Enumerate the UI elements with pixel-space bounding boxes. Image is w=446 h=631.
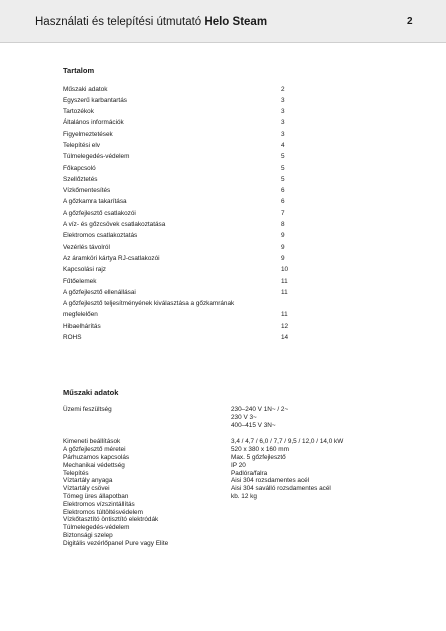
toc-entry-page: 12 (281, 322, 289, 330)
toc-entry-label: Vízkőmentesítés (63, 187, 111, 195)
toc-entry-label: Szellőztetés (63, 175, 98, 183)
toc-entry-page: 3 (281, 130, 285, 138)
toc-entry-label: Kapcsolási rajz (63, 266, 106, 274)
toc-entry-label: Az áramköri kártya RJ-csatlakozói (63, 254, 160, 262)
toc-entry-label: Általános információk (63, 119, 124, 127)
spec-value: 400–415 V 3N~ (231, 421, 276, 429)
toc-entry-page: 3 (281, 96, 285, 104)
spec-value: 230–240 V 1N~ / 2~ (231, 406, 289, 413)
spec-value: 230 V 3~ (231, 413, 257, 421)
toc-entry-page: 11 (281, 288, 288, 296)
spec-row (63, 540, 403, 548)
toc-entry[interactable] (63, 84, 303, 95)
toc-entry[interactable] (63, 242, 303, 253)
toc-entry[interactable] (63, 95, 303, 106)
toc-heading: Tartalom (63, 66, 95, 75)
toc-entry-label: Főkapcsoló (63, 164, 96, 172)
toc-entry-page: 11 (281, 277, 288, 285)
spec-row (63, 485, 403, 493)
toc-entry[interactable] (63, 117, 303, 128)
spec-row (63, 493, 403, 501)
spec-row (63, 509, 403, 517)
toc-entry[interactable] (63, 129, 303, 140)
spec-label: Víztartály anyaga (63, 477, 113, 485)
toc-entry[interactable] (63, 264, 303, 275)
toc-entry[interactable] (63, 287, 303, 298)
toc-entry[interactable] (63, 106, 303, 117)
toc-entry-page: 14 (281, 334, 289, 342)
toc-entry[interactable] (63, 219, 303, 230)
page-number: 2 (407, 16, 413, 27)
spec-label: Párhuzamos kapcsolás (63, 453, 130, 461)
spec-label: Vízkőtasztító öntisztító elektródák (63, 516, 159, 524)
toc-entry-label: Egyszerű karbantartás (63, 96, 127, 104)
spec-label: Túlmelegedés-védelem (63, 524, 130, 532)
spec-label: Üzemi feszültség (63, 406, 112, 413)
toc-entry-label: Műszaki adatok (63, 85, 108, 93)
table-of-contents (63, 84, 303, 344)
toc-entry-label: Telepítési elv (63, 141, 100, 149)
spec-row (63, 516, 403, 524)
spec-row (63, 406, 403, 414)
toc-entry-page: 6 (281, 187, 285, 195)
spec-label: Telepítés (63, 469, 89, 477)
spec-row (63, 462, 403, 470)
spec-value: 3,4 / 4,7 / 6,0 / 7,7 / 9,5 / 12,0 / 14,0 kW (231, 438, 344, 446)
toc-entry-page: 6 (281, 198, 285, 206)
spec-value: Aisi 304 saválló rozsdamentes acél (231, 485, 331, 493)
toc-entry-label: ROHS (63, 334, 82, 342)
toc-entry-label: Túlmelegedés-védelem (63, 153, 130, 161)
toc-entry-page: 9 (281, 243, 285, 251)
spec-row (63, 438, 403, 446)
toc-entry[interactable] (63, 196, 303, 207)
toc-entry-page: 10 (281, 266, 289, 274)
toc-entry-page: 8 (281, 221, 285, 229)
toc-entry-label: A gőzfejlesztő csatlakozói (63, 209, 136, 217)
spec-label: Elektromos vízszintállítás (63, 500, 135, 508)
toc-entry-label: A gőzfejlesztő ellenállásai (63, 288, 136, 296)
product-name: Helo Steam (204, 16, 268, 28)
toc-entry[interactable] (63, 185, 303, 196)
spec-value: Max. 5 gőzfejlesztő (231, 453, 286, 461)
toc-entry-page: 9 (281, 254, 285, 262)
toc-entry[interactable] (63, 321, 303, 332)
toc-entry-label: Figyelmeztetések (63, 130, 113, 138)
spec-label: Mechanikai védettség (63, 461, 125, 469)
toc-entry[interactable] (63, 208, 303, 219)
spec-row (63, 501, 403, 509)
spec-row (63, 422, 403, 430)
toc-entry-label: A gőzfejlesztő teljesítményének kiválasztása a gőzkamrának (63, 300, 235, 308)
toc-entry[interactable] (63, 332, 303, 343)
toc-entry-page: 5 (281, 164, 285, 172)
spec-label: Kimeneti beállítások (63, 438, 121, 446)
toc-entry[interactable] (63, 298, 303, 309)
spec-row (63, 414, 403, 422)
toc-entry-label: Fűtőelemek (63, 277, 97, 285)
toc-entry-label: Vezérlés távolról (63, 243, 110, 251)
toc-entry[interactable] (63, 276, 303, 287)
toc-entry-label: A gőzkamra takarítása (63, 198, 127, 206)
spec-label: Tömeg üres állapotban (63, 492, 129, 500)
toc-entry[interactable] (63, 253, 303, 264)
toc-entry[interactable] (63, 140, 303, 151)
spec-value: IP 20 (231, 461, 246, 469)
spec-row (63, 477, 403, 485)
spec-spacer (63, 429, 403, 438)
toc-entry-page: 5 (281, 175, 285, 183)
toc-entry-page: 5 (281, 153, 285, 161)
spec-value: Padlóra/falra (231, 469, 268, 477)
spec-row (63, 454, 403, 462)
spec-label: Elektromos túltöltésvédelem (63, 508, 143, 516)
spec-value: 520 x 380 x 160 mm (231, 446, 289, 454)
spec-label: Víztartály csövei (63, 485, 110, 493)
toc-entry-label: Tartozékok (63, 108, 94, 116)
specs-heading: Műszaki adatok (63, 388, 119, 397)
spec-value: kb. 12 kg (231, 492, 257, 500)
toc-entry-label: Elektromos csatlakoztatás (63, 232, 138, 240)
document-title (35, 16, 267, 28)
spec-row (63, 532, 403, 540)
toc-entry[interactable] (63, 163, 303, 174)
spec-value: Aisi 304 rozsdamentes acél (231, 477, 310, 485)
toc-entry-page: 4 (281, 141, 285, 149)
spec-label: Biztonsági szelep (63, 531, 113, 539)
spec-label: Digitális vezérlőpanel Pure vagy Elite (63, 539, 169, 547)
toc-entry[interactable] (63, 151, 303, 162)
specifications-table (63, 406, 403, 548)
spec-row (63, 524, 403, 532)
toc-entry-page: 3 (281, 108, 285, 116)
toc-entry[interactable] (63, 309, 303, 320)
toc-entry-label: A víz- és gőzcsövek csatlakoztatása (63, 221, 166, 229)
toc-entry-page: 3 (281, 119, 285, 127)
toc-entry-label: Hibaelhárítás (63, 322, 101, 330)
toc-entry-label: megfelelően (63, 311, 98, 319)
toc-entry-page: 2 (281, 85, 285, 93)
document-title-prefix: Használati és telepítési útmutató (35, 16, 202, 28)
spec-label: A gőzfejlesztő méretei (63, 446, 126, 454)
toc-entry[interactable] (63, 174, 303, 185)
spec-row (63, 470, 403, 478)
spec-row (63, 446, 403, 454)
toc-entry-page: 7 (281, 209, 285, 217)
toc-entry[interactable] (63, 230, 303, 241)
toc-entry-page: 11 (281, 311, 288, 319)
page-header (0, 0, 446, 43)
toc-entry-page: 9 (281, 232, 285, 240)
